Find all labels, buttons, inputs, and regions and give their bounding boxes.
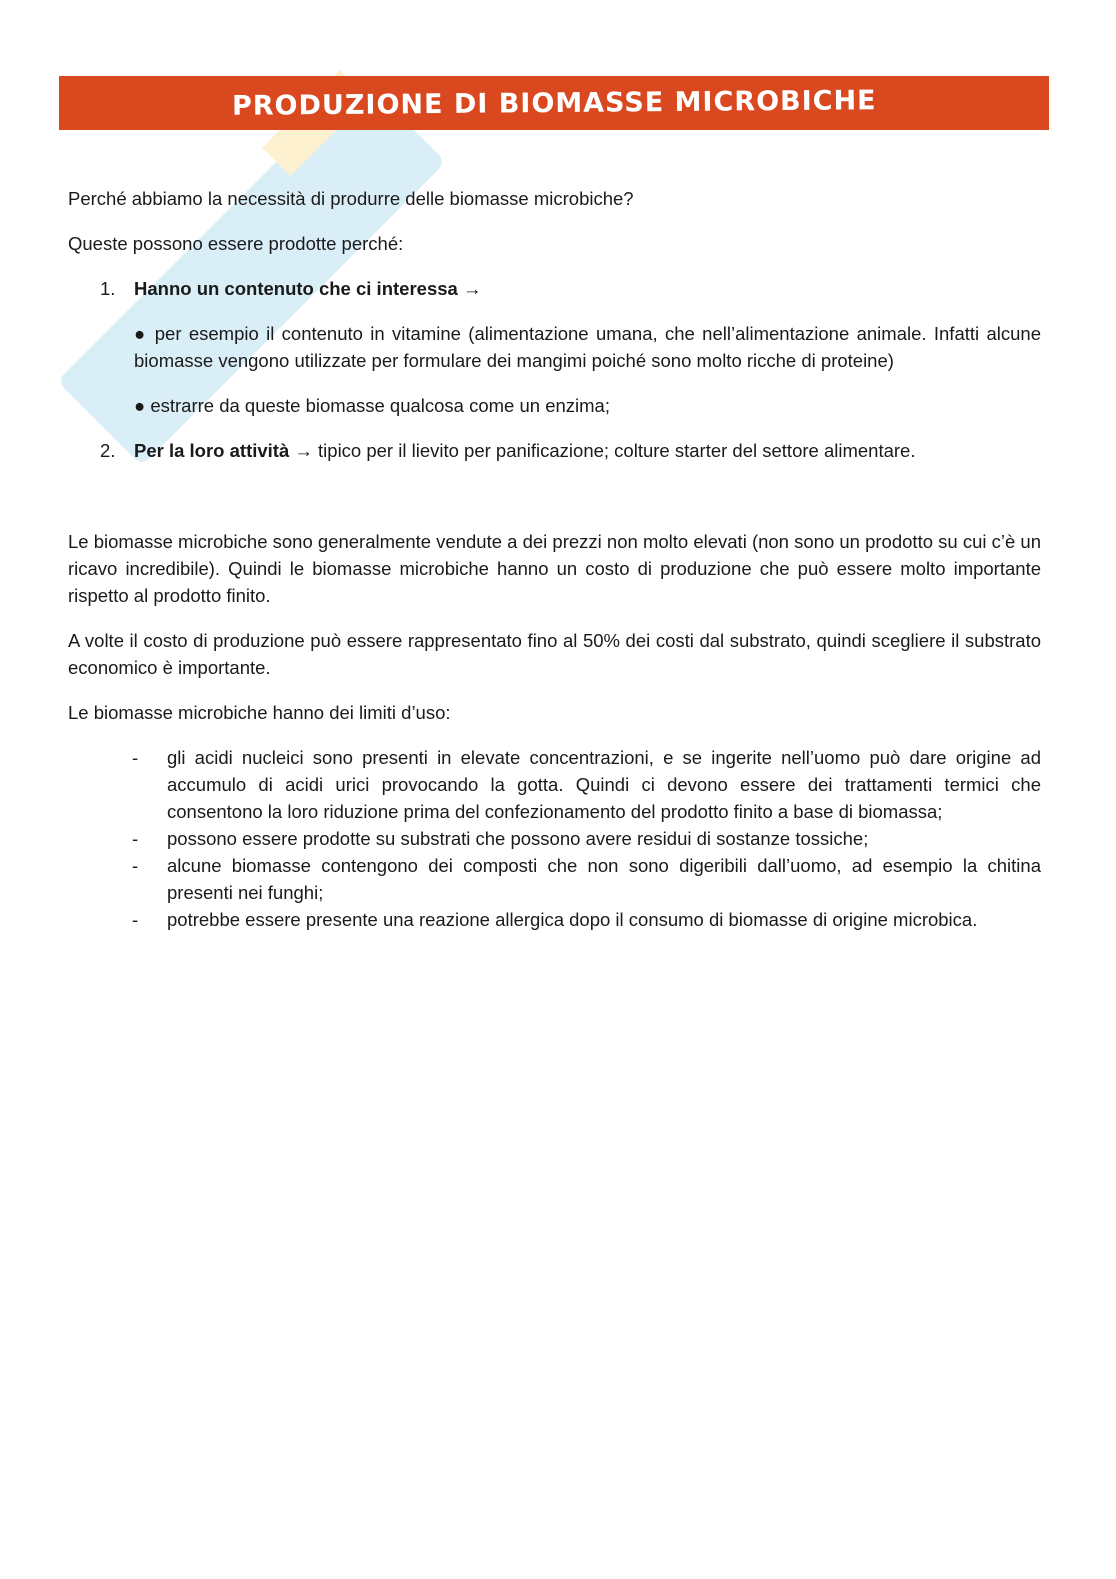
item-heading: Per la loro attività xyxy=(134,440,290,461)
dash-marker: - xyxy=(132,855,139,876)
list-item-text: alcune biomasse contengono dei composti che non sono digeribili dall’uomo, ad esempio la chitina presenti nei funghi; xyxy=(167,855,1041,903)
numbered-item-1 xyxy=(68,275,1041,302)
list-item xyxy=(68,825,1041,852)
intro-question: Perché abbiamo la necessità di produrre delle biomasse microbiche? xyxy=(68,188,634,209)
item-number: 2. xyxy=(100,440,116,461)
arrow-icon: → xyxy=(294,440,313,461)
dash-marker: - xyxy=(132,828,139,849)
limits-intro: Le biomasse microbiche hanno dei limiti d’uso: xyxy=(68,702,451,723)
title-banner xyxy=(59,76,1049,130)
paragraph-cost: Le biomasse microbiche sono generalmente vendute a dei prezzi non molto elevati (non sono un prodotto su cui c’è un ricavo incredibile). Quindi le biomasse microbiche hanno un costo di produzione che può essere molto importante rispetto al prodotto finito. xyxy=(68,531,1041,606)
item-number: 1. xyxy=(100,278,116,299)
intro-reason: Queste possono essere prodotte perché: xyxy=(68,233,404,254)
item-heading: Hanno un contenuto che ci interessa xyxy=(134,278,458,299)
item-text: tipico per il lievito per panificazione; colture starter del settore alimentare. xyxy=(312,440,916,461)
limits-list xyxy=(68,744,1041,933)
arrow-icon: → xyxy=(462,278,482,299)
list-item xyxy=(68,852,1041,906)
page-title: PRODUZIONE DI BIOMASSE MICROBICHE xyxy=(231,84,877,122)
list-item xyxy=(68,906,1041,933)
list-item-text: possono essere prodotte su substrati che possono avere residui di sostanze tossiche; xyxy=(167,828,869,849)
list-item-text: potrebbe essere presente una reazione allergica dopo il consumo di biomasse di origine microbica. xyxy=(167,909,978,930)
document-body xyxy=(68,185,1041,933)
list-item xyxy=(68,744,1041,825)
dash-marker: - xyxy=(132,747,139,768)
dash-marker: - xyxy=(132,909,139,930)
list-item-text: gli acidi nucleici sono presenti in elevate concentrazioni, e se ingerite nell’uomo può dare origine ad accumulo di acidi urici provocando la gotta. Quindi ci devono essere dei trattamenti termici che consentono la loro riduzione prima del confezionamento del prodotto finito a base di biomassa; xyxy=(167,747,1041,822)
bullet-item-enzyme: ● estrarre da queste biomasse qualcosa come un enzima; xyxy=(134,395,610,416)
bullet-item-vitamins: ● per esempio il contenuto in vitamine (alimentazione umana, che nell’alimentazione animale. Infatti alcune biomasse vengono utilizzate per formulare dei mangimi poiché sono molto ricche di proteine) xyxy=(134,323,1041,371)
paragraph-substrate: A volte il costo di produzione può essere rappresentato fino al 50% dei costi dal substrato, quindi scegliere il substrato economico è importante. xyxy=(68,630,1041,678)
numbered-item-2 xyxy=(68,437,1041,464)
